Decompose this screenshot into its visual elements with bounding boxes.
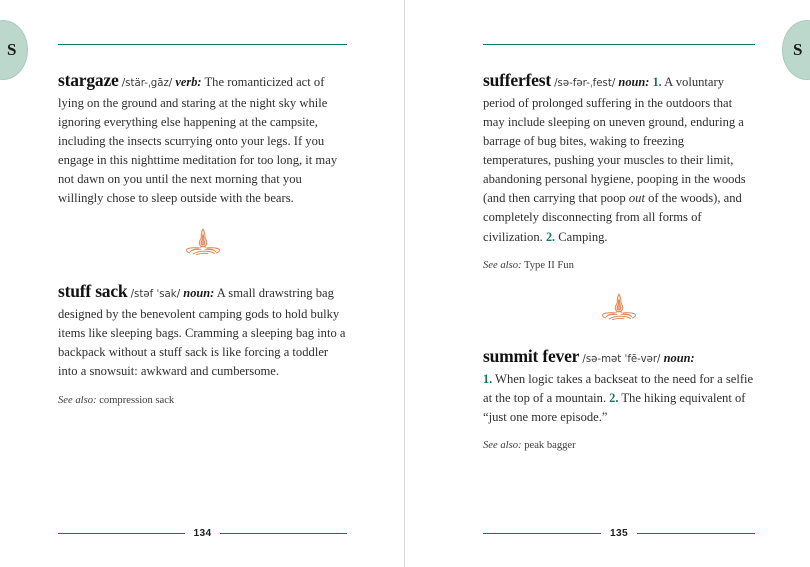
dictionary-entry-stargaze — [58, 67, 347, 208]
definition-stargaze: The romanticized act of lying on the ground and staring at the night sky while ignoring everything else happening at the campsite, including the insects scurrying onto your legs. If you engage in this nighttime meditation for too long, it may not dawn on you until the next morning that you willingly chose to sleep outside with the bears. — [58, 75, 338, 206]
sense-2-text-summit-fever: The hiking equivalent of “just one more episode.” — [483, 390, 746, 424]
campfire-ornament-right — [483, 291, 755, 323]
pronunciation-stuff-sack: /stəf ˈsak/ — [130, 289, 181, 301]
campfire-icon — [180, 226, 226, 258]
book-spine-divider — [404, 0, 405, 567]
thumb-index-tab-left[interactable] — [0, 20, 28, 80]
pronunciation-stargaze: /stär-ˌgāz/ — [121, 78, 173, 89]
see-also-stuff-sack — [58, 393, 347, 408]
page-number-right: 135 — [610, 528, 628, 539]
headword-stuff-sack: stuff sack — [58, 281, 128, 302]
sense-1-text-a-sufferfest: A voluntary period of prolonged suffering in the outdoors that may include sleeping on uneven ground, enduring a barrage of bug bites, waking to freezing temperatures, pushing your muscles to their limit, abandoning personal hygiene, pooping in the woods (and then carrying that poop — [483, 75, 746, 206]
pronunciation-summit-fever: /sə-mət ˈfē-vər/ — [582, 354, 661, 366]
part-of-speech-stargaze: verb: — [175, 75, 202, 89]
campfire-ornament-left — [58, 226, 347, 258]
part-of-speech-stuff-sack: noun: — [183, 286, 215, 301]
folio-left — [58, 528, 347, 539]
sense-number-1-sufferfest: 1. — [652, 75, 662, 89]
right-page-column — [483, 44, 755, 523]
folio-rule-left-end — [220, 533, 347, 534]
sense-2-text-sufferfest: Camping. — [555, 229, 608, 244]
page-number-left: 134 — [193, 528, 212, 539]
dictionary-entry-summit-fever — [483, 343, 755, 427]
see-also-sufferfest — [483, 258, 755, 273]
thumb-index-letter: S — [7, 40, 17, 59]
sense-1-emphasis-sufferfest: out — [628, 191, 645, 206]
see-also-value: peak bagger — [521, 440, 576, 452]
sense-1-text-b-sufferfest: of the woods), and completely disconnecting from all forms of civilization. — [483, 191, 742, 244]
sense-number-2-summit-fever: 2. — [609, 390, 619, 405]
part-of-speech-summit-fever: noun: — [663, 351, 695, 366]
dictionary-entry-sufferfest — [483, 67, 755, 247]
sense-number-1-summit-fever: 1. — [483, 371, 493, 386]
see-also-value: compression sack — [96, 394, 175, 406]
campfire-icon — [596, 291, 642, 323]
top-rule-left — [58, 44, 347, 45]
thumb-index-letter: S — [793, 40, 803, 59]
headword-stargaze: stargaze — [58, 70, 119, 90]
see-also-value: Type II Fun — [521, 259, 574, 271]
dictionary-entry-stuff-sack — [58, 278, 347, 381]
pronunciation-sufferfest: /sə-fər-ˌfest/ — [554, 78, 616, 89]
see-also-label: See also: — [58, 394, 97, 406]
thumb-index-tab-right[interactable] — [782, 20, 810, 80]
sense-number-2-sufferfest: 2. — [545, 229, 556, 244]
headword-sufferfest: sufferfest — [483, 70, 551, 90]
headword-summit-fever: summit fever — [483, 346, 580, 367]
left-page-column — [58, 44, 347, 523]
definition-stuff-sack: A small drawstring bag designed by the benevolent camping gods to hold bulky items like sleeping bags. Cramming a sleeping bag into a backpack without a stuff sack is like forcing a toddler into a snowsuit: awkward and cumbersome. — [58, 286, 346, 379]
sense-1-text-summit-fever: When logic takes a backseat to the need for a selfie at the top of a mountain. — [483, 371, 754, 405]
folio-right — [483, 528, 755, 539]
right-page — [405, 0, 810, 567]
part-of-speech-sufferfest: noun: — [618, 75, 650, 89]
folio-rule-left-start — [58, 533, 185, 534]
see-also-label: See also: — [483, 440, 522, 452]
see-also-summit-fever — [483, 438, 755, 453]
see-also-label: See also: — [483, 259, 522, 271]
folio-rule-right-start — [483, 533, 601, 534]
top-rule-right — [483, 44, 755, 45]
folio-rule-right-end — [637, 533, 755, 534]
